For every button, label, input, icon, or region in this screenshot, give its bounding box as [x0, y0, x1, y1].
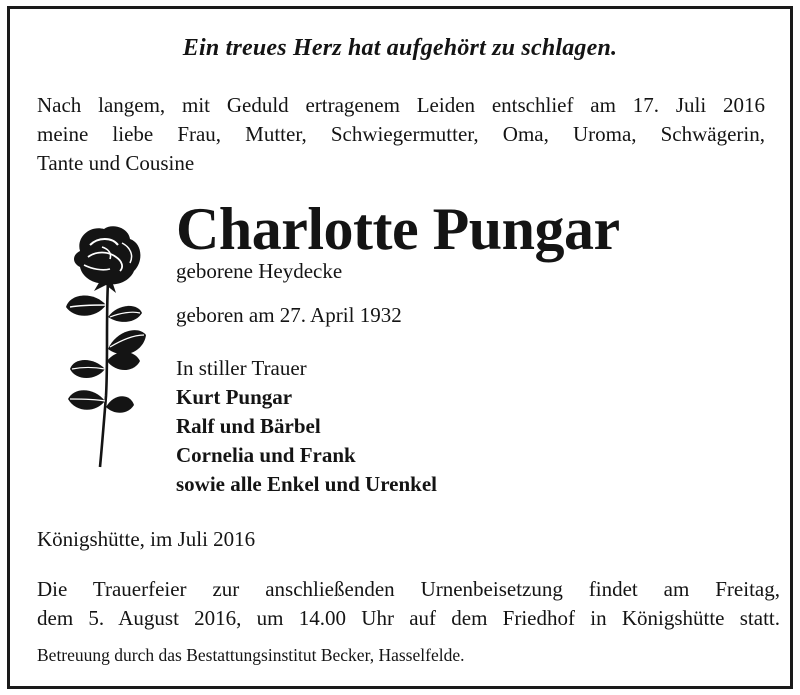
- intro-paragraph: [37, 91, 765, 178]
- mourner-name: Ralf und Bärbel: [176, 414, 321, 438]
- mourners-block: [176, 354, 437, 499]
- deceased-name: Charlotte Pungar: [176, 196, 620, 262]
- motto-heading: Ein treues Herz hat aufgehört zu schlagen.: [182, 35, 618, 61]
- place-date: Königshütte, im Juli 2016: [37, 527, 256, 551]
- intro-line: Nach langem, mit Geduld ertragenem Leiden entschlief am 17. Juli 2016: [37, 93, 765, 117]
- intro-line: meine liebe Frau, Mutter, Schwiegermutter, Oma, Uroma, Schwägerin,: [37, 122, 765, 146]
- funeral-line: dem 5. August 2016, um 14.00 Uhr auf dem Friedhof in Königshütte statt.: [37, 606, 780, 630]
- funeral-paragraph: [37, 575, 780, 633]
- mourner-name: Cornelia und Frank: [176, 443, 356, 467]
- care-note: Betreuung durch das Bestattungsinstitut Becker, Hasselfelde.: [37, 645, 465, 665]
- birth-name: geborene Heydecke: [176, 259, 343, 283]
- mourner-name: sowie alle Enkel und Urenkel: [176, 472, 437, 496]
- intro-line: Tante und Cousine: [37, 151, 195, 175]
- mourner-name: Kurt Pungar: [176, 385, 293, 409]
- mourners-heading: In stiller Trauer: [176, 356, 307, 380]
- funeral-line: Die Trauerfeier zur anschließenden Urnenbeisetzung findet am Freitag,: [37, 577, 780, 601]
- birth-date: geboren am 27. April 1932: [176, 303, 402, 327]
- rose-icon: [50, 221, 150, 469]
- obituary-notice: [7, 6, 793, 689]
